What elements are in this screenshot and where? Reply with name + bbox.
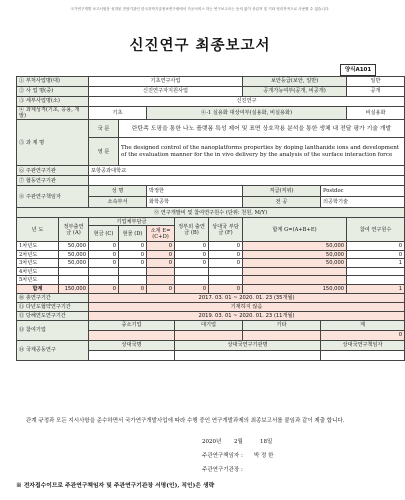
funding-row-total [17,284,405,293]
cell-people: 1 [347,259,405,268]
value-foreign-pi [321,350,405,360]
value-pi-position: Postdoc [321,186,405,197]
label-subprogram: ③ 세부사업명(소) [17,97,89,107]
cell-cash [89,267,119,276]
cell-subtotal [147,276,175,285]
value-disclosure: 공개 [347,87,405,97]
row-project-type [17,107,405,120]
value-country [89,350,175,360]
row-multiyear-period [17,302,405,311]
label-disclosure: 공개가능여부(공개, 비공개) [243,87,347,97]
report-info-table [16,76,405,361]
cell-other [209,267,243,276]
row-subprogram [17,97,405,107]
page-title: 신진연구 최종보고서 [129,37,271,54]
row-program-name [17,87,405,97]
label-pi: ⑧ 주관연구책임자 [17,186,89,208]
label-participants: ⑬ 참여기업 [17,320,89,340]
row-ministry-program [17,77,405,87]
label-pi-dept: 소속부서 [89,197,147,208]
cell-people [347,276,405,285]
col-year: 년 도 [17,218,59,242]
date-day: 18일 [260,439,273,445]
row-funding-section [17,208,405,218]
col-sum: 계 [321,320,405,330]
col-inkind: 현물 (D) [119,226,147,242]
cell-other-total: 0 [209,284,243,293]
cell-gov [59,267,89,276]
label-funding-section: ⑨ 연구개발비 및 참여연구원수 (단위: 천원, M/Y) [17,208,405,218]
col-cash: 현금 (C) [89,226,119,242]
cell-other: 0 [209,242,243,251]
row-pi-name [17,186,405,197]
cell-cash [89,276,119,285]
value-coop-institution [89,176,405,186]
value-multiyear-period: 기재하지 않음 [89,302,405,311]
col-people: 참여 연구원수 [347,218,405,242]
value-total-period: 2017. 03. 01 ~ 2020. 01. 23 (35개월) [89,293,405,302]
value-large [175,330,243,340]
row-current-period [17,311,405,320]
cell-cash: 0 [89,242,119,251]
col-foreign-pi: 상대국연구책임자 [321,340,405,350]
disclaimer-line: 국가연구개발 보고서원문 성과물 전담기관인 한국과학기술정보연구원에서 가공서비스 하는 연구보고서는 동의 없이 상업적 및 기타 영리목적으로 사용할 수 없습니다. [70,7,330,11]
cell-inkind [119,267,147,276]
row-coop-institution [17,176,405,186]
label-lead-institution: ⑥ 주관연구기관 [17,166,89,176]
col-country: 상대국명 [89,340,175,350]
label-current-period: ⑫ 당해연도연구기간 [17,311,89,320]
cell-cash: 0 [89,250,119,259]
value-security-level: 일반 [347,77,405,87]
cell-total: 50,000 [243,250,347,259]
row-funding-head-1 [17,218,405,226]
cell-local [175,276,209,285]
label-program-name: ② 사 업 명(중) [17,87,89,97]
cell-total-total: 150,000 [243,284,347,293]
funding-row-5 [17,276,405,285]
col-etc: 기타 [243,320,321,330]
cell-total [243,276,347,285]
value-etc [243,330,321,340]
cell-subtotal-total: 0 [147,284,175,293]
cell-total: 50,000 [243,259,347,268]
value-sum: 0 [321,330,405,340]
cell-year-total: 합계 [17,284,59,293]
cell-subtotal: 0 [147,250,175,259]
label-pi-major: 전 공 [243,197,321,208]
cell-cash: 0 [89,259,119,268]
label-security-level: 보안등급(보안, 일반) [243,77,347,87]
pledge-text: 관계 규정과 모든 지시사항을 준수하면서 국가연구개발사업에 따라 수행 중인 연구개발과제의 최종보고서를 붙임과 같이 제출 합니다. [26,418,345,424]
cell-gov: 50,000 [59,250,89,259]
col-subtotal: 소계 E=(C+D) [147,226,175,242]
label-total-period: ⑩ 총연구기간 [17,293,89,302]
label-korean: 국 문 [89,120,119,138]
value-title-english: The designed control of the nanoplatforms properties by doping lanthanide ions and development of the evaluation manner for the in vivo delivery by the analysis of the surface interaction force [119,138,405,166]
col-large: 대기업 [175,320,243,330]
cell-local: 0 [175,259,209,268]
cell-gov: 50,000 [59,242,89,251]
col-gov: 정부출연금 (A) [59,218,89,242]
cell-year: 1차년도 [17,242,59,251]
form-number: 양식A101 [340,64,376,76]
footnote: ※ 전자접수이므로 주관연구책임자 및 주관연구기관장 서명(인), 직인)은 생략 [16,483,215,489]
cell-subtotal: 0 [147,259,175,268]
label-intl: ⑭ 국제공동연구 [17,340,89,360]
label-commercialization: ④-1 실용화 대상여부(실용화, 비실용화) [147,107,347,120]
cell-local: 0 [175,250,209,259]
cell-year: 3차년도 [17,259,59,268]
cell-inkind: 0 [119,259,147,268]
label-ministry-program: ① 부처사업명(대) [17,77,89,87]
col-foreign-inst: 상대국연구기관명 [175,340,321,350]
value-project-type: 기초 [89,107,147,120]
label-english: 영 문 [89,138,119,166]
cell-local [175,267,209,276]
value-lead-institution: 포항공과대학교 [89,166,405,176]
label-pi-position: 직급(직위) [243,186,321,197]
cell-inkind: 0 [119,250,147,259]
signer-pi-name: 박 정 한 [254,453,274,459]
cell-inkind: 0 [119,242,147,251]
funding-row-2 [17,250,405,259]
cell-people: 0 [347,242,405,251]
signer-pi-label: 주관연구책임자 : [202,453,243,459]
value-commercialization: 비실용화 [347,107,405,120]
value-program-name: 신진연구자지원사업 [89,87,243,97]
cell-inkind [119,276,147,285]
value-ministry-program: 기초연구사업 [89,77,243,87]
value-foreign-inst [175,350,321,360]
label-coop-institution: ⑦ 협동연구기관 [17,176,89,186]
label-multiyear-period: ⑪ 다년도협약연구기간 [17,302,89,311]
cell-gov-total: 150,000 [59,284,89,293]
cell-people [347,267,405,276]
row-title-korean [17,120,405,138]
value-subprogram: 신진연구 [89,97,405,107]
disclaimer-header [0,7,400,12]
cell-total [243,267,347,276]
label-project-type: ④ 과제성격(기초, 응용, 개발) [17,107,89,120]
row-lead-institution [17,166,405,176]
cell-year: 2차년도 [17,250,59,259]
cell-cash-total: 0 [89,284,119,293]
cell-total: 50,000 [243,242,347,251]
signer-inst-label: 주관연구기관장 : [202,467,243,473]
cell-other [209,276,243,285]
row-intl-head [17,340,405,350]
cell-local: 0 [175,242,209,251]
value-title-korean: 란탄족 도핑을 통한 나노 플랫폼 특성 제어 및 표면 상호작용 분석을 통한 생체 내 전달 평가 기술 개발 [119,120,405,138]
label-project-title: ⑤ 과 제 명 [17,120,89,166]
funding-row-1 [17,242,405,251]
col-other: 상대국 부담금 (F) [209,218,243,242]
row-total-period [17,293,405,302]
col-corp-group: 기업체부담금 [89,218,175,226]
value-sme [89,330,175,340]
col-total: 합계 G=(A+B+E) [243,218,347,242]
cell-other: 0 [209,250,243,259]
cell-people-total: 1 [347,284,405,293]
row-participants-head [17,320,405,330]
cell-gov: 50,000 [59,259,89,268]
cell-gov [59,276,89,285]
date-month: 2월 [234,439,243,445]
value-pi-dept: 화학공학 [147,197,243,208]
date-year: 2020년 [202,439,222,445]
cell-other: 0 [209,259,243,268]
funding-row-4 [17,267,405,276]
value-pi-name: 박정한 [147,186,243,197]
cell-local-total: 0 [175,284,209,293]
col-local: 정부외 출연금 (B) [175,218,209,242]
cell-year: 4차년도 [17,267,59,276]
value-pi-major: 의공학기술 [321,197,405,208]
cell-subtotal: 0 [147,242,175,251]
funding-row-3 [17,259,405,268]
col-sme: 중소기업 [89,320,175,330]
cell-year: 5차년도 [17,276,59,285]
cell-subtotal [147,267,175,276]
value-current-period: 2019. 03. 01 ~ 2020. 01. 23 (11개월) [89,311,405,320]
cell-people: 0 [347,250,405,259]
label-pi-name: 성 명 [89,186,147,197]
cell-inkind-total: 0 [119,284,147,293]
